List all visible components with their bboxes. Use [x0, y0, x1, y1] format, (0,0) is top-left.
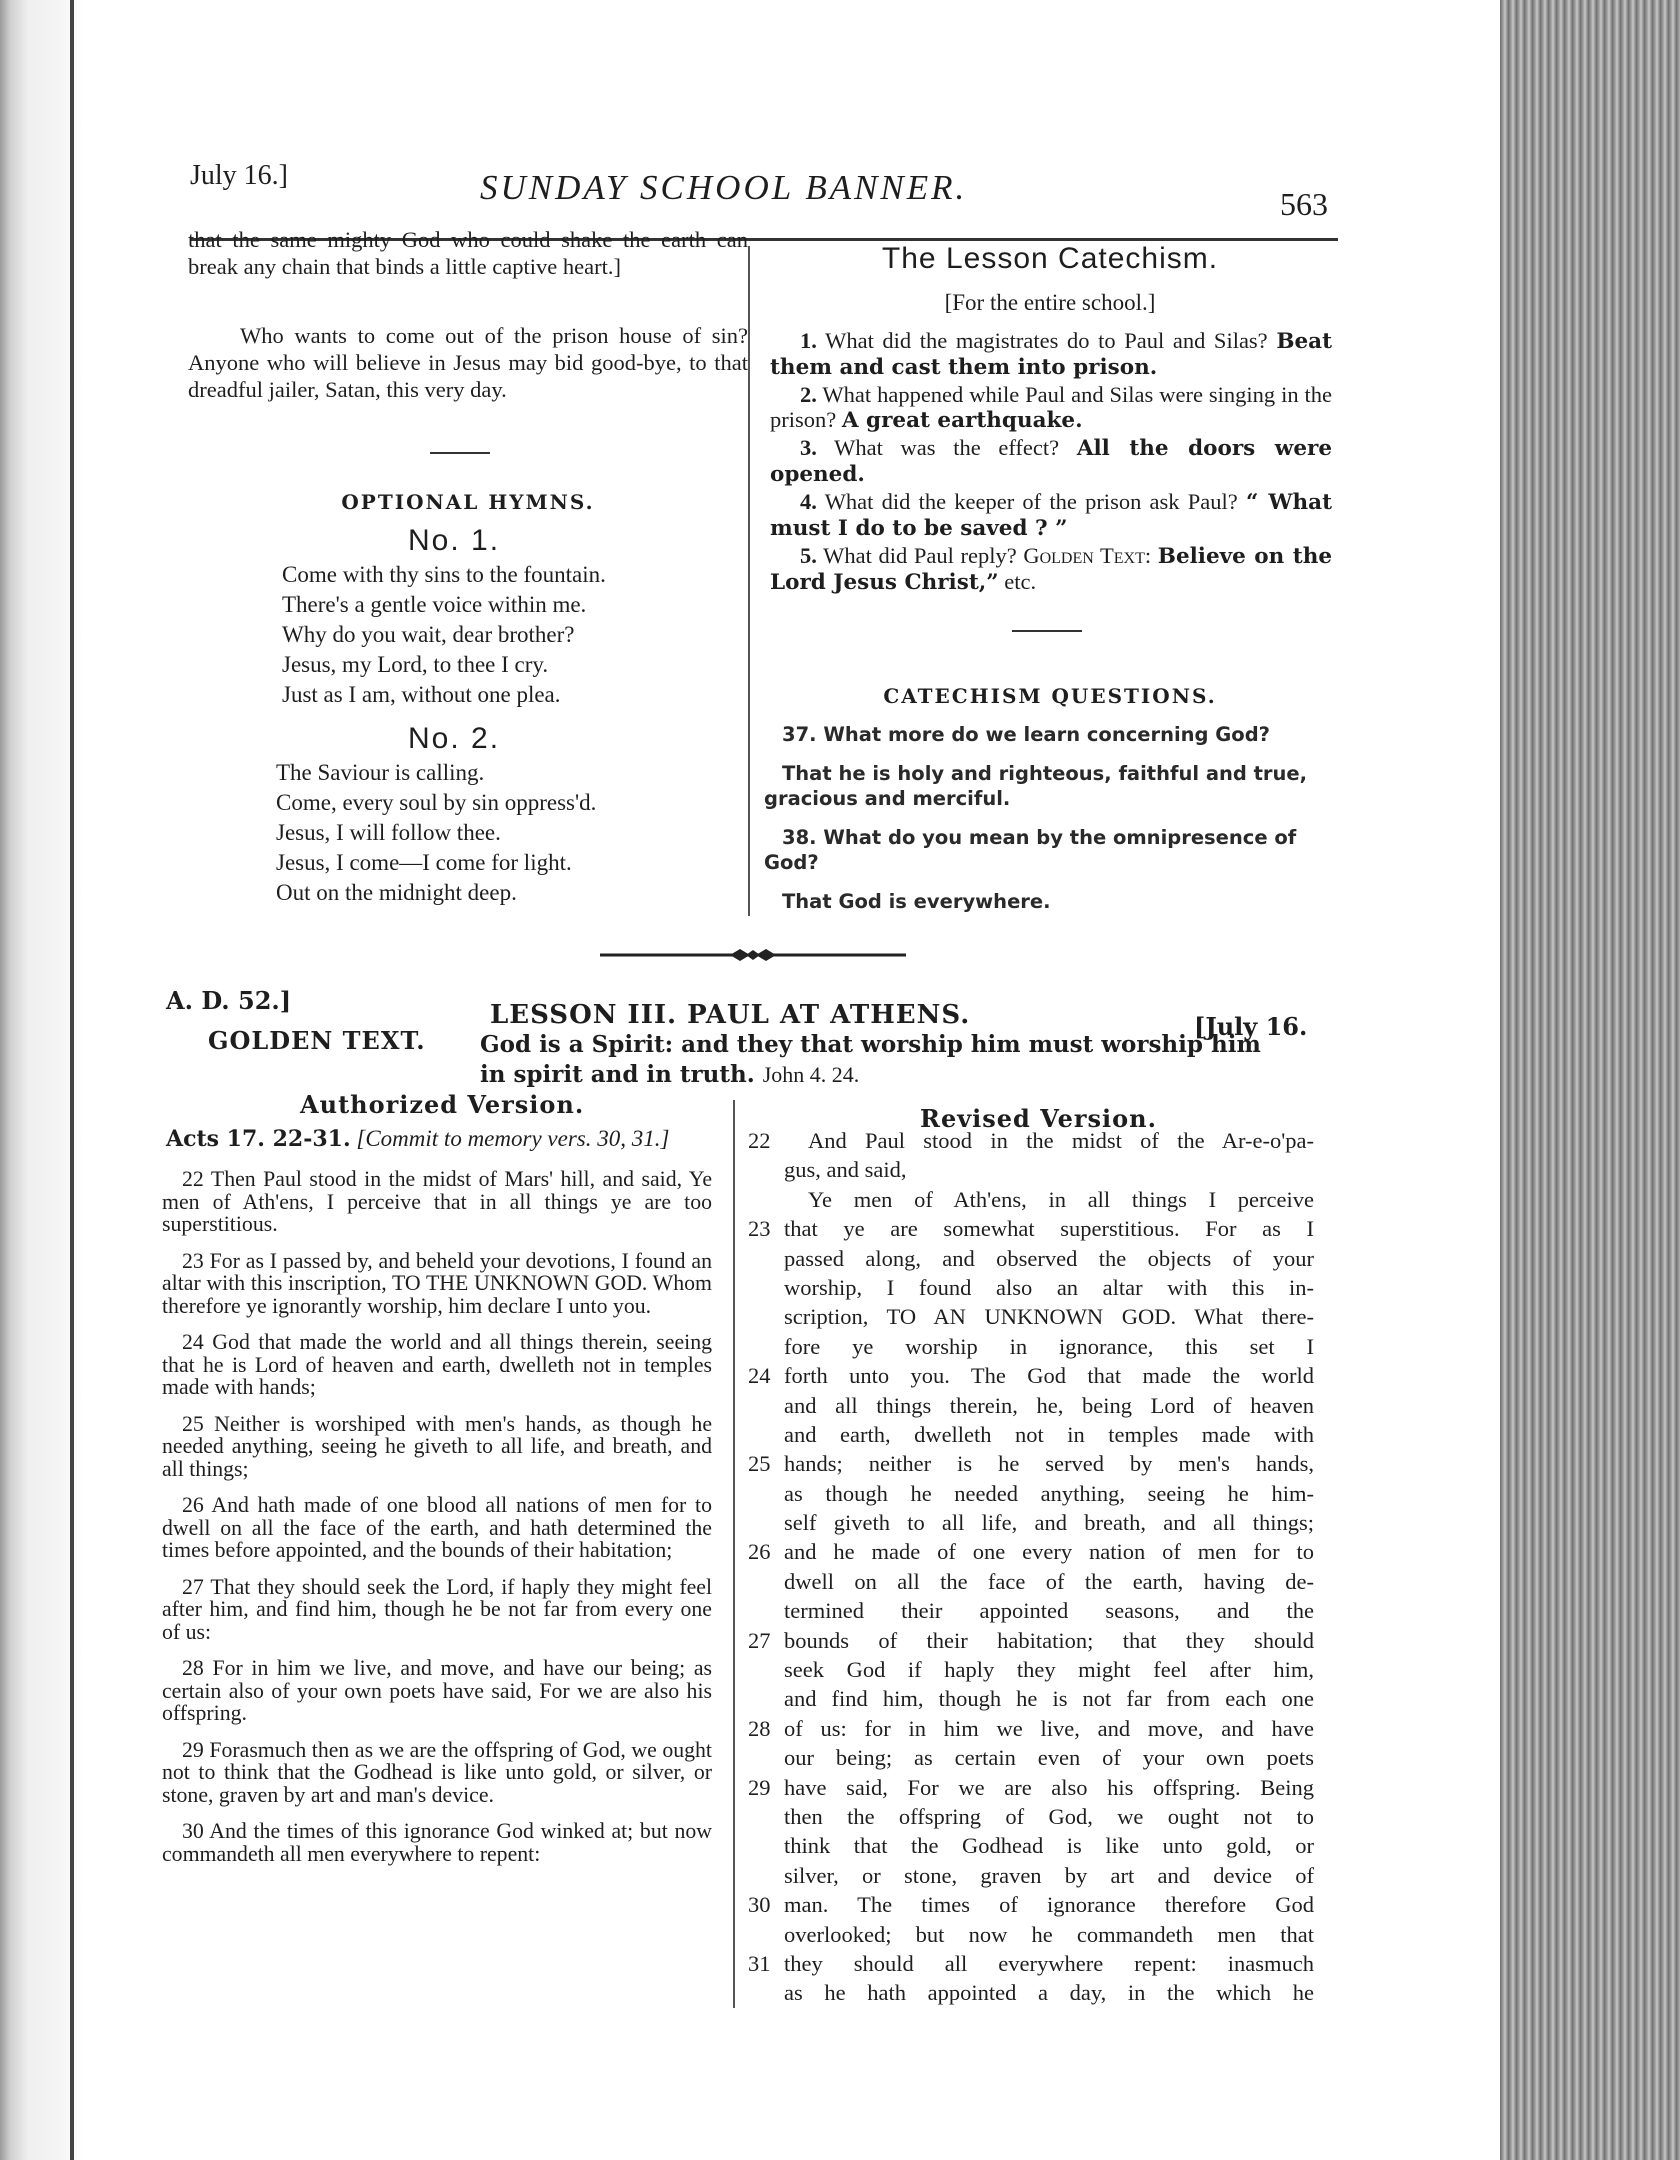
passage-ref: Acts 17. 22-31. — [166, 1126, 351, 1152]
hymn-line: The Saviour is calling. — [276, 760, 485, 785]
revised-line-text: man. The times of ignorance therefore God — [784, 1892, 1314, 1918]
catechism-questions-body — [764, 722, 1338, 928]
revised-line — [748, 1802, 1318, 1831]
catechism-answer: Believe on the Lord Jesus Christ,” — [770, 544, 1333, 595]
revised-line — [748, 1155, 1318, 1184]
catechism-question: What was the effect? — [834, 435, 1060, 460]
revised-line-text: passed along, and observed the objects of your — [784, 1245, 1314, 1271]
verse: 27 That they should seek the Lord, if haply they might feel after him, and find him, though he be not far from every one of us: — [162, 1574, 712, 1644]
revised-line — [748, 1831, 1318, 1860]
revised-line-text: And Paul stood in the midst of the Ar-e-o'pa- — [808, 1128, 1314, 1153]
appeal-paragraph: Who wants to come out of the prison house of sin? Anyone who will believe in Jesus may bid good-bye, to that dreadful jailer, Satan, this very day. — [188, 323, 748, 402]
revised-line-text: self giveth to all life, and breath, and all things; — [784, 1510, 1314, 1536]
hymn-line: Jesus, I come—I come for light. — [276, 850, 572, 875]
golden-text-reference: John 4. 24. — [762, 1062, 860, 1087]
verse-number: 25 — [748, 1451, 771, 1477]
revised-line-text: of us: for in him we live, and move, and have — [784, 1715, 1314, 1741]
revised-line-text: and all things therein, he, being Lord of heaven — [784, 1392, 1314, 1418]
binding-line — [70, 0, 74, 2160]
hymn-1-list — [282, 560, 606, 710]
catechism-item: 4. What did the keeper of the prison ask Paul? “ What must I do to be saved ? ” — [770, 489, 1333, 541]
golden-text-heading: GOLDEN TEXT. — [208, 1026, 426, 1055]
revised-line-text: and earth, dwelleth not in temples made with — [784, 1421, 1314, 1447]
verse-number: 26 — [748, 1539, 771, 1565]
revised-line-text: and find him, though he is not far from each one — [784, 1686, 1314, 1712]
revised-line-text: overlooked; but now he commandeth men that — [784, 1921, 1314, 1947]
column-divider — [733, 1100, 735, 2008]
verse-number: 24 — [748, 1363, 771, 1389]
revised-line — [748, 1714, 1318, 1743]
revised-line — [748, 1302, 1318, 1331]
lesson-title: LESSON III. PAUL AT ATHENS. — [490, 1000, 971, 1030]
question-37: 37. What more do we learn concerning God? — [782, 723, 1270, 746]
hymn-line: Out on the midnight deep. — [276, 880, 517, 905]
revised-line — [748, 1214, 1318, 1243]
revised-line — [748, 1244, 1318, 1273]
revised-line-text: have said, For we are also his offspring. Being — [784, 1774, 1314, 1800]
revised-line — [748, 1126, 1318, 1155]
revised-line — [748, 1273, 1318, 1302]
revised-line-text: gus, and said, — [784, 1157, 907, 1183]
answer-38: That God is everywhere. — [782, 890, 1051, 913]
catechism-question: What did the magistrates do to Paul and Silas? — [825, 328, 1268, 353]
revised-line-text: dwell on all the face of the earth, having de- — [784, 1568, 1314, 1594]
catechism-question: What did the keeper of the prison ask Paul? — [824, 489, 1238, 514]
revised-line-text: scription, TO AN UNKNOWN GOD. What there- — [784, 1304, 1314, 1330]
verse-number: 31 — [748, 1950, 771, 1976]
answer-37: That he is holy and righteous, faithful and true, gracious and merciful. — [764, 762, 1308, 810]
lesson-ending-paragraph — [188, 226, 748, 280]
hymn-line: Come with thy sins to the fountain. — [282, 562, 606, 587]
catechism-answer: All the doors were opened. — [770, 436, 1332, 487]
verse-number: 28 — [748, 1715, 771, 1741]
revised-line — [748, 1920, 1318, 1949]
lesson-ending-text: that the same mighty God who could shake the earth can break any chain that binds a little captive heart.] — [188, 227, 748, 279]
header-date: July 16.] — [190, 160, 288, 191]
revised-line — [748, 1743, 1318, 1772]
verse-number: 29 — [748, 1774, 771, 1800]
verse: 30 And the times of this ignorance God winked at; but now commandeth all men everywhere to repent: — [162, 1819, 712, 1866]
column-divider — [748, 246, 750, 916]
section-divider — [430, 452, 490, 454]
catechism-answer: A great earthquake. — [841, 408, 1083, 433]
revised-line — [748, 1773, 1318, 1802]
revised-line-text: think that the Godhead is like unto gold, or — [784, 1833, 1314, 1859]
catechism-item: 2. What happened while Paul and Silas were singing in the prison? A great earthquake. — [770, 382, 1333, 433]
catechism-question: What happened while Paul and Silas were singing in the prison? — [770, 382, 1333, 432]
revised-line — [748, 1332, 1318, 1361]
revised-verses — [748, 1126, 1318, 2008]
catechism-subtitle: [For the entire school.] — [944, 290, 1156, 315]
verse: 26 And hath made of one blood all nations of men for to dwell on all the face of the earth, and hath determined the times before appointed, and the bounds of their habitation; — [162, 1493, 712, 1562]
memory-note: [Commit to memory vers. 30, 31.] — [356, 1126, 670, 1151]
authorized-version-title: Authorized Version. — [300, 1090, 585, 1119]
verse: 29 Forasmuch then as we are the offspring of God, we ought not to think that the Godhead is like unto gold, or silver, or stone, graven by art and man's device. — [162, 1737, 712, 1807]
revised-line — [748, 1626, 1318, 1655]
revised-line — [748, 1479, 1318, 1508]
ornamental-divider — [600, 944, 906, 966]
header-title: SUNDAY SCHOOL BANNER. — [480, 168, 968, 207]
question-38: 38. What do you mean by the omnipresence of God? — [764, 826, 1297, 874]
hymn-line: Why do you wait, dear brother? — [282, 622, 575, 647]
revised-line-text: forth unto you. The God that made the world — [784, 1363, 1314, 1389]
verse: 25 Neither is worshiped with men's hands, as though he needed anything, seeing he giveth to all life, and breath, and all things; — [162, 1411, 712, 1481]
revised-line — [748, 1361, 1318, 1390]
verse-number: 22 — [748, 1128, 771, 1153]
section-divider — [1012, 630, 1082, 632]
hymn-2-list — [276, 758, 596, 908]
scripture-reference — [166, 1126, 726, 1152]
revised-line — [748, 1684, 1318, 1713]
revised-line — [748, 1861, 1318, 1890]
verse-number: 27 — [748, 1627, 771, 1653]
revised-line — [748, 1596, 1318, 1625]
revised-line — [748, 1508, 1318, 1537]
revised-line-text: worship, I found also an altar with this in- — [784, 1274, 1314, 1300]
verse-number: 30 — [748, 1892, 771, 1918]
revised-line — [748, 1655, 1318, 1684]
revised-line — [748, 1391, 1318, 1420]
golden-text — [480, 1030, 1290, 1090]
hymn-2-label: No. 2. — [408, 722, 501, 755]
revised-version-title: Revised Version. — [920, 1104, 1157, 1133]
revised-line-text: bounds of their habitation; that they should — [784, 1627, 1314, 1653]
golden-text-body: God is a Spirit: and they that worship him must worship him in spirit and in truth. — [480, 1031, 1261, 1088]
hymn-line: Jesus, my Lord, to thee I cry. — [282, 652, 549, 677]
hymn-line: Just as I am, without one plea. — [282, 682, 561, 707]
revised-line — [748, 1537, 1318, 1566]
revised-line — [748, 1949, 1318, 1978]
lesson-date: [July 16. — [1194, 1012, 1308, 1041]
hymn-1-label: No. 1. — [408, 524, 501, 557]
catechism-answer: “ What must I do to be saved ? ” — [770, 490, 1333, 541]
verse: 24 God that made the world and all things therein, seeing that he is Lord of heaven and earth, dwelleth not in temples made with hands; — [162, 1330, 712, 1399]
hymn-line: Jesus, I will follow thee. — [276, 820, 501, 845]
revised-line-text: seek God if haply they might feel after him, — [784, 1657, 1314, 1683]
verse: 28 For in him we live, and move, and have our being; as certain also of your own poets have said, For we are also his offspring. — [162, 1656, 712, 1725]
catechism-list — [770, 328, 1332, 597]
catechism-item: 1. What did the magistrates do to Paul and Silas? Beat them and cast them into prison. — [770, 328, 1333, 380]
revised-line-text: that ye are somewhat superstitious. For as I — [784, 1216, 1314, 1242]
hymn-line: There's a gentle voice within me. — [282, 592, 587, 617]
verse-number: 23 — [748, 1216, 771, 1242]
revised-line — [748, 1420, 1318, 1449]
revised-line — [748, 1185, 1318, 1214]
revised-line-text: termined their appointed seasons, and the — [784, 1598, 1314, 1624]
revised-line-text: hands; neither is he served by men's hands, — [784, 1451, 1314, 1477]
page-number: 563 — [1280, 186, 1328, 222]
revised-line-text: then the offspring of God, we ought not to — [784, 1803, 1314, 1829]
catechism-question: What did Paul reply? — [823, 543, 1017, 568]
verse: 23 For as I passed by, and beheld your devotions, I found an altar with this inscription, TO THE UNKNOWN GOD. Whom therefore ye ignorantly worship, him declare I unto you. — [162, 1248, 712, 1318]
revised-line — [748, 1449, 1318, 1478]
revised-line-text: silver, or stone, graven by art and device of — [784, 1862, 1314, 1888]
catechism-questions-title: CATECHISM QUESTIONS. — [883, 684, 1217, 708]
revised-line — [748, 1567, 1318, 1596]
hymn-line: Come, every soul by sin oppress'd. — [276, 790, 597, 815]
authorized-verses — [162, 1168, 712, 1879]
revised-line-text: our being; as certain even of your own poets — [784, 1745, 1314, 1771]
catechism-item: 3. What was the effect? All the doors were opened. — [770, 435, 1332, 487]
golden-text-label: Golden Text: — [1023, 543, 1152, 568]
revised-line-text: as though he needed anything, seeing he him- — [784, 1480, 1314, 1506]
revised-line-text: and he made of one every nation of men for to — [784, 1539, 1314, 1565]
revised-line — [748, 1978, 1318, 2007]
catechism-item: 5. What did Paul reply? Golden Text: Believe on the Lord Jesus Christ,” etc. — [770, 543, 1333, 595]
revised-line-text: Ye men of Ath'ens, in all things I perceive — [808, 1186, 1314, 1212]
book-page-edges — [1500, 0, 1680, 2160]
revised-line-text: as he hath appointed a day, in the which he — [784, 1980, 1314, 2006]
revised-line — [748, 1890, 1318, 1919]
revised-line-text: fore ye worship in ignorance, this set I — [784, 1333, 1314, 1359]
optional-hymns-title: OPTIONAL HYMNS. — [341, 490, 595, 514]
catechism-answer: Beat them and cast them into prison. — [770, 329, 1333, 380]
lesson-year: A. D. 52.] — [166, 986, 292, 1015]
catechism-title: The Lesson Catechism. — [881, 242, 1219, 275]
revised-line-text: they should all everywhere repent: inasmuch — [784, 1950, 1314, 1976]
catechism-tail: etc. — [1004, 569, 1037, 594]
verse: 22 Then Paul stood in the midst of Mars' hill, and said, Ye men of Ath'ens, I perceive that in all things ye are too superstitious. — [162, 1167, 712, 1236]
